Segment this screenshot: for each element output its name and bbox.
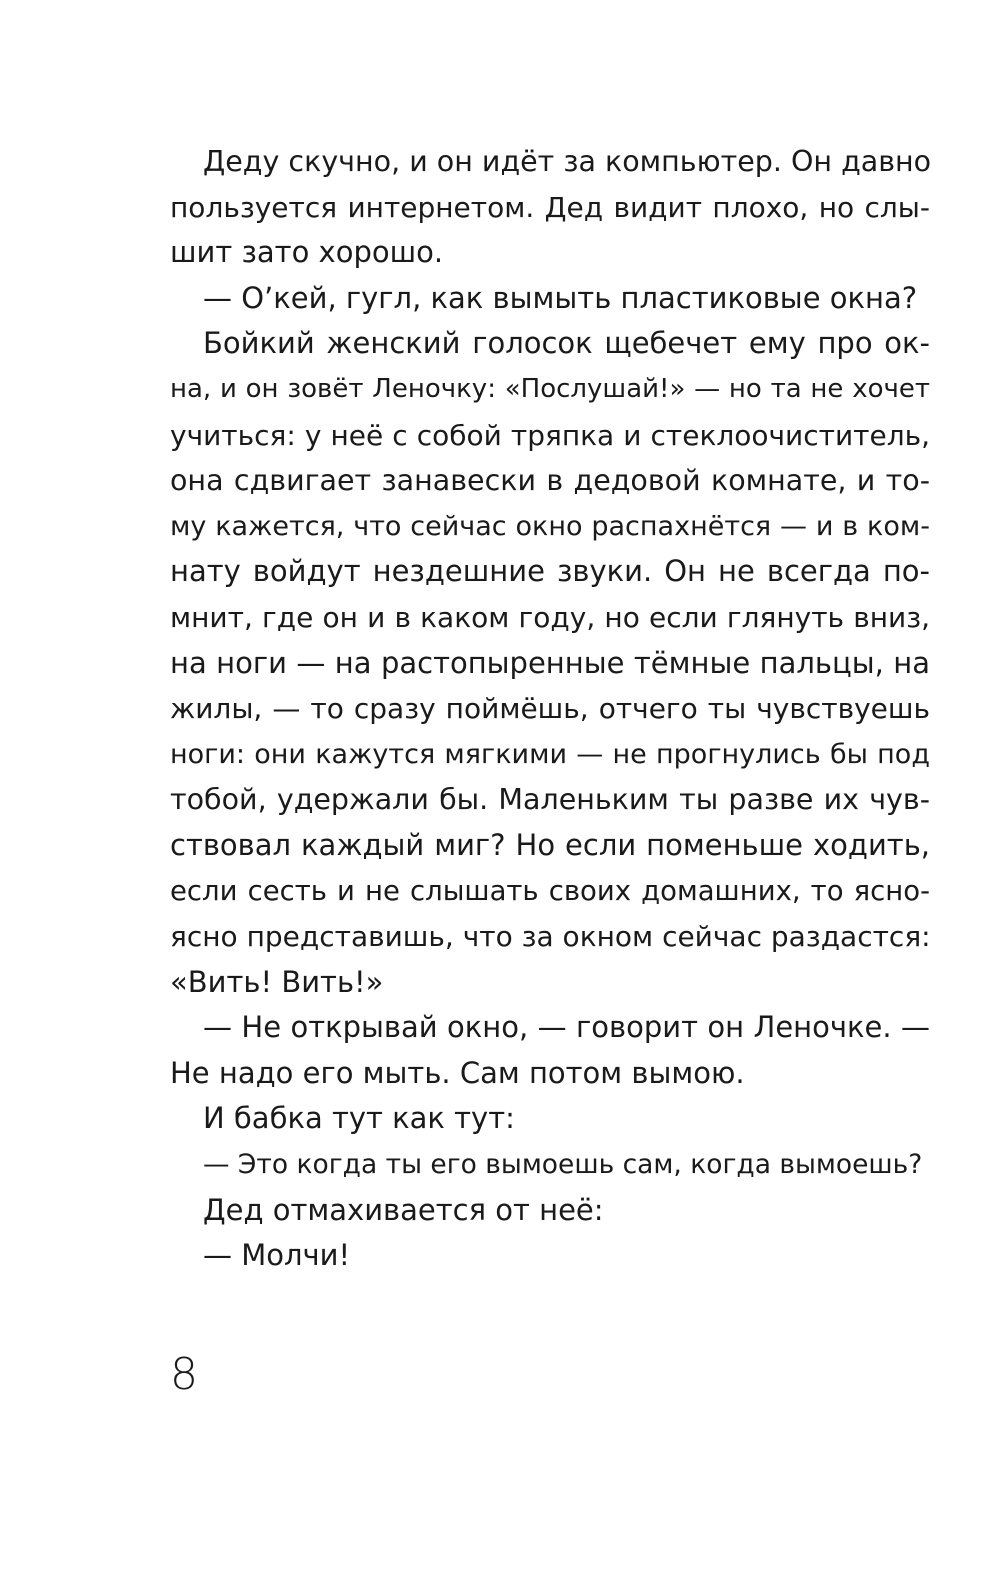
page-number: 8 (170, 1349, 198, 1400)
text-line: Не надо его мыть. Сам потом вымою. (170, 1055, 745, 1090)
text-line: Бойкий женский голосок щебечет ему про ок- (203, 326, 930, 361)
text-line: — Молчи! (203, 1238, 351, 1273)
text-line: — Не открывай окно, — говорит он Леночке. — (203, 1010, 930, 1045)
text-line: на ноги — на растопыренные тёмные пальцы, на (170, 645, 930, 680)
text-line: жилы, — то сразу поймёшь, отчего ты чувствуешь (170, 692, 930, 726)
text-line: пользуется интернетом. Дед видит плохо, но слы- (170, 190, 930, 224)
text-line: ноги: они кажутся мягкими — не прогнулись бы под (170, 738, 930, 770)
text-line: — О’кей, гугл, как вымыть пластиковые окна? (203, 280, 918, 315)
text-line: Дед отмахивается от неё: (203, 1192, 604, 1227)
text-line: му кажется, что сейчас окно распахнётся — и в ком- (170, 510, 930, 542)
text-line: она сдвигает занавески в дедовой комнате, и то- (170, 464, 930, 498)
text-line: Деду скучно, и он идёт за компьютер. Он давно (203, 145, 932, 178)
text-line: — Это когда ты его вымоешь сам, когда вымоешь? (203, 1149, 923, 1181)
text-line: тобой, удержали бы. Маленьким ты разве их чув- (170, 783, 930, 817)
text-line: учиться: у неё с собой тряпка и стеклоочиститель, (170, 418, 930, 452)
text-line: ствовал каждый миг? Но если поменьше ходить, (170, 827, 930, 862)
text-line: нату войдут нездешние звуки. Он не всегда по- (170, 554, 930, 589)
body-text (170, 139, 930, 1279)
text-line: мнит, где он и в каком году, но если глянуть вниз, (170, 600, 930, 634)
text-line: на, и он зовёт Леночку: «Послушай!» — но та не хочет (170, 373, 930, 404)
text-line: если сесть и не слышать своих домашних, то ясно- (170, 874, 930, 907)
text-line: шит зато хорошо. (170, 235, 444, 270)
text-line: ясно представишь, что за окном сейчас раздастся: (170, 920, 931, 954)
text-line: И бабка тут как тут: (203, 1101, 515, 1136)
text-line: «Вить! Вить!» (170, 964, 384, 999)
